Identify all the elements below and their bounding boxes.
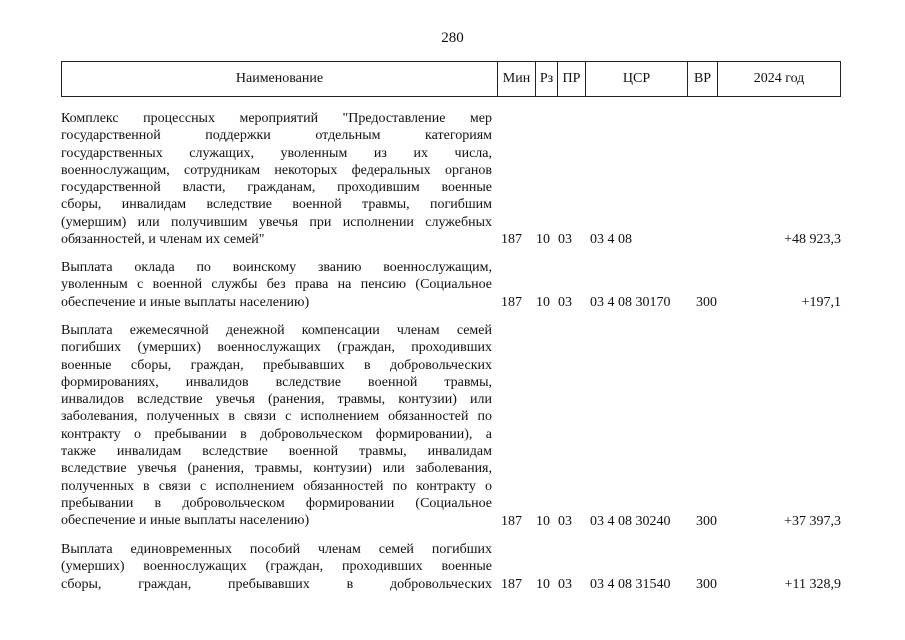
row-name-line: обеспечение и иные выплаты населению)	[61, 513, 310, 529]
row-rz: 10	[536, 576, 550, 592]
row-vr: 300	[696, 294, 717, 310]
row-rz: 10	[536, 231, 550, 247]
row-name	[61, 110, 492, 248]
row-min: 187	[501, 513, 522, 529]
row-sum: +48 923,3	[784, 231, 841, 247]
row-sum: +197,1	[801, 294, 841, 310]
row-csr: 03 4 08 30170	[590, 294, 671, 310]
row-name-line: военные сборы, граждан, пребывавших в добровольческих	[61, 357, 492, 373]
row-name-line: сборы, граждан, пребывавших в добровольческих	[61, 576, 492, 592]
row-min: 187	[501, 231, 522, 247]
header-name: Наименование	[62, 62, 498, 96]
row-rz: 10	[536, 513, 550, 529]
header-vr: ВР	[688, 62, 718, 96]
row-vr: 300	[696, 513, 717, 529]
row-pr: 03	[558, 513, 572, 529]
row-name-line: заболевания, полученных в связи с исполнением обязанностей по	[61, 409, 492, 425]
row-name-line: вследствие увечья (ранения, травмы, контузии) или заболевания,	[61, 461, 492, 477]
row-rz: 10	[536, 294, 550, 310]
row-name-line: инвалидов вследствие увечья (ранения, травмы, контузии) или	[61, 392, 492, 408]
row-csr: 03 4 08 30240	[590, 513, 671, 529]
row-name-line: (умершим) или получившим увечья при исполнении служебных	[61, 214, 492, 230]
table-row	[61, 110, 841, 248]
row-name-line: контракту о пребывании в добровольческом формировании), а	[61, 426, 492, 442]
row-name-line: государственных служащих, уволенным из их числа,	[61, 145, 492, 161]
table-row	[61, 259, 841, 311]
table-row	[61, 541, 841, 593]
header-rz: Рз	[536, 62, 558, 96]
row-name	[61, 322, 492, 530]
row-name-line: военнослужащим, сотрудникам некоторых федеральных органов	[61, 162, 492, 178]
row-name-line: обеспечение и иные выплаты населению)	[61, 294, 310, 310]
page-number: 280	[441, 30, 464, 46]
header-csr: ЦСР	[586, 62, 688, 96]
row-name-line: (умерших) военнослужащих (граждан, проходивших военные	[61, 559, 492, 575]
header-year: 2024 год	[753, 71, 805, 86]
row-sum: +11 328,9	[784, 576, 841, 592]
row-name	[61, 541, 492, 593]
row-sum: +37 397,3	[784, 513, 841, 529]
row-pr: 03	[558, 294, 572, 310]
header-pr: ПР	[558, 62, 586, 96]
row-name-line: сборы, инвалидам вследствие военной травмы, погибшим	[61, 197, 492, 213]
row-vr: 300	[696, 576, 717, 592]
row-pr: 03	[558, 231, 572, 247]
row-name-line: государственной власти, гражданам, проходившим военные	[61, 180, 492, 196]
row-csr: 03 4 08 31540	[590, 576, 671, 592]
row-name-line: погибших (умерших) военнослужащих (граждан, проходивших	[61, 340, 492, 356]
row-name-line: Комплекс процессных мероприятий "Предоставление мер	[61, 111, 492, 126]
row-min: 187	[501, 294, 522, 310]
row-name-line: Выплата ежемесячной денежной компенсации членам семей	[61, 323, 492, 338]
row-name-line: формированиях, инвалидов вследствие военной травмы,	[61, 374, 492, 390]
row-pr: 03	[558, 576, 572, 592]
row-min: 187	[501, 576, 522, 592]
row-name-line: Выплата единовременных пособий членам семей погибших	[61, 542, 492, 557]
row-name-line: пребывании в добровольческом формировании (Социальное	[61, 495, 492, 511]
row-name-line: Выплата оклада по воинскому званию военнослужащим,	[61, 260, 492, 275]
row-name-line: также инвалидам вследствие военной травмы, инвалидам	[61, 444, 492, 460]
table-header	[61, 61, 841, 97]
row-name-line: полученных в связи с исполнением обязанностей по контракту о	[61, 478, 492, 494]
row-name-line: обязанностей, и членам их семей"	[61, 232, 265, 248]
row-name-line: уволенным с военной службы без права на пенсию (Социальное	[61, 277, 492, 293]
table-row	[61, 322, 841, 530]
row-name-line: государственной поддержки отдельным категориям	[61, 128, 492, 144]
header-min: Мин	[498, 62, 536, 96]
row-csr: 03 4 08	[590, 231, 632, 247]
row-name	[61, 259, 492, 311]
